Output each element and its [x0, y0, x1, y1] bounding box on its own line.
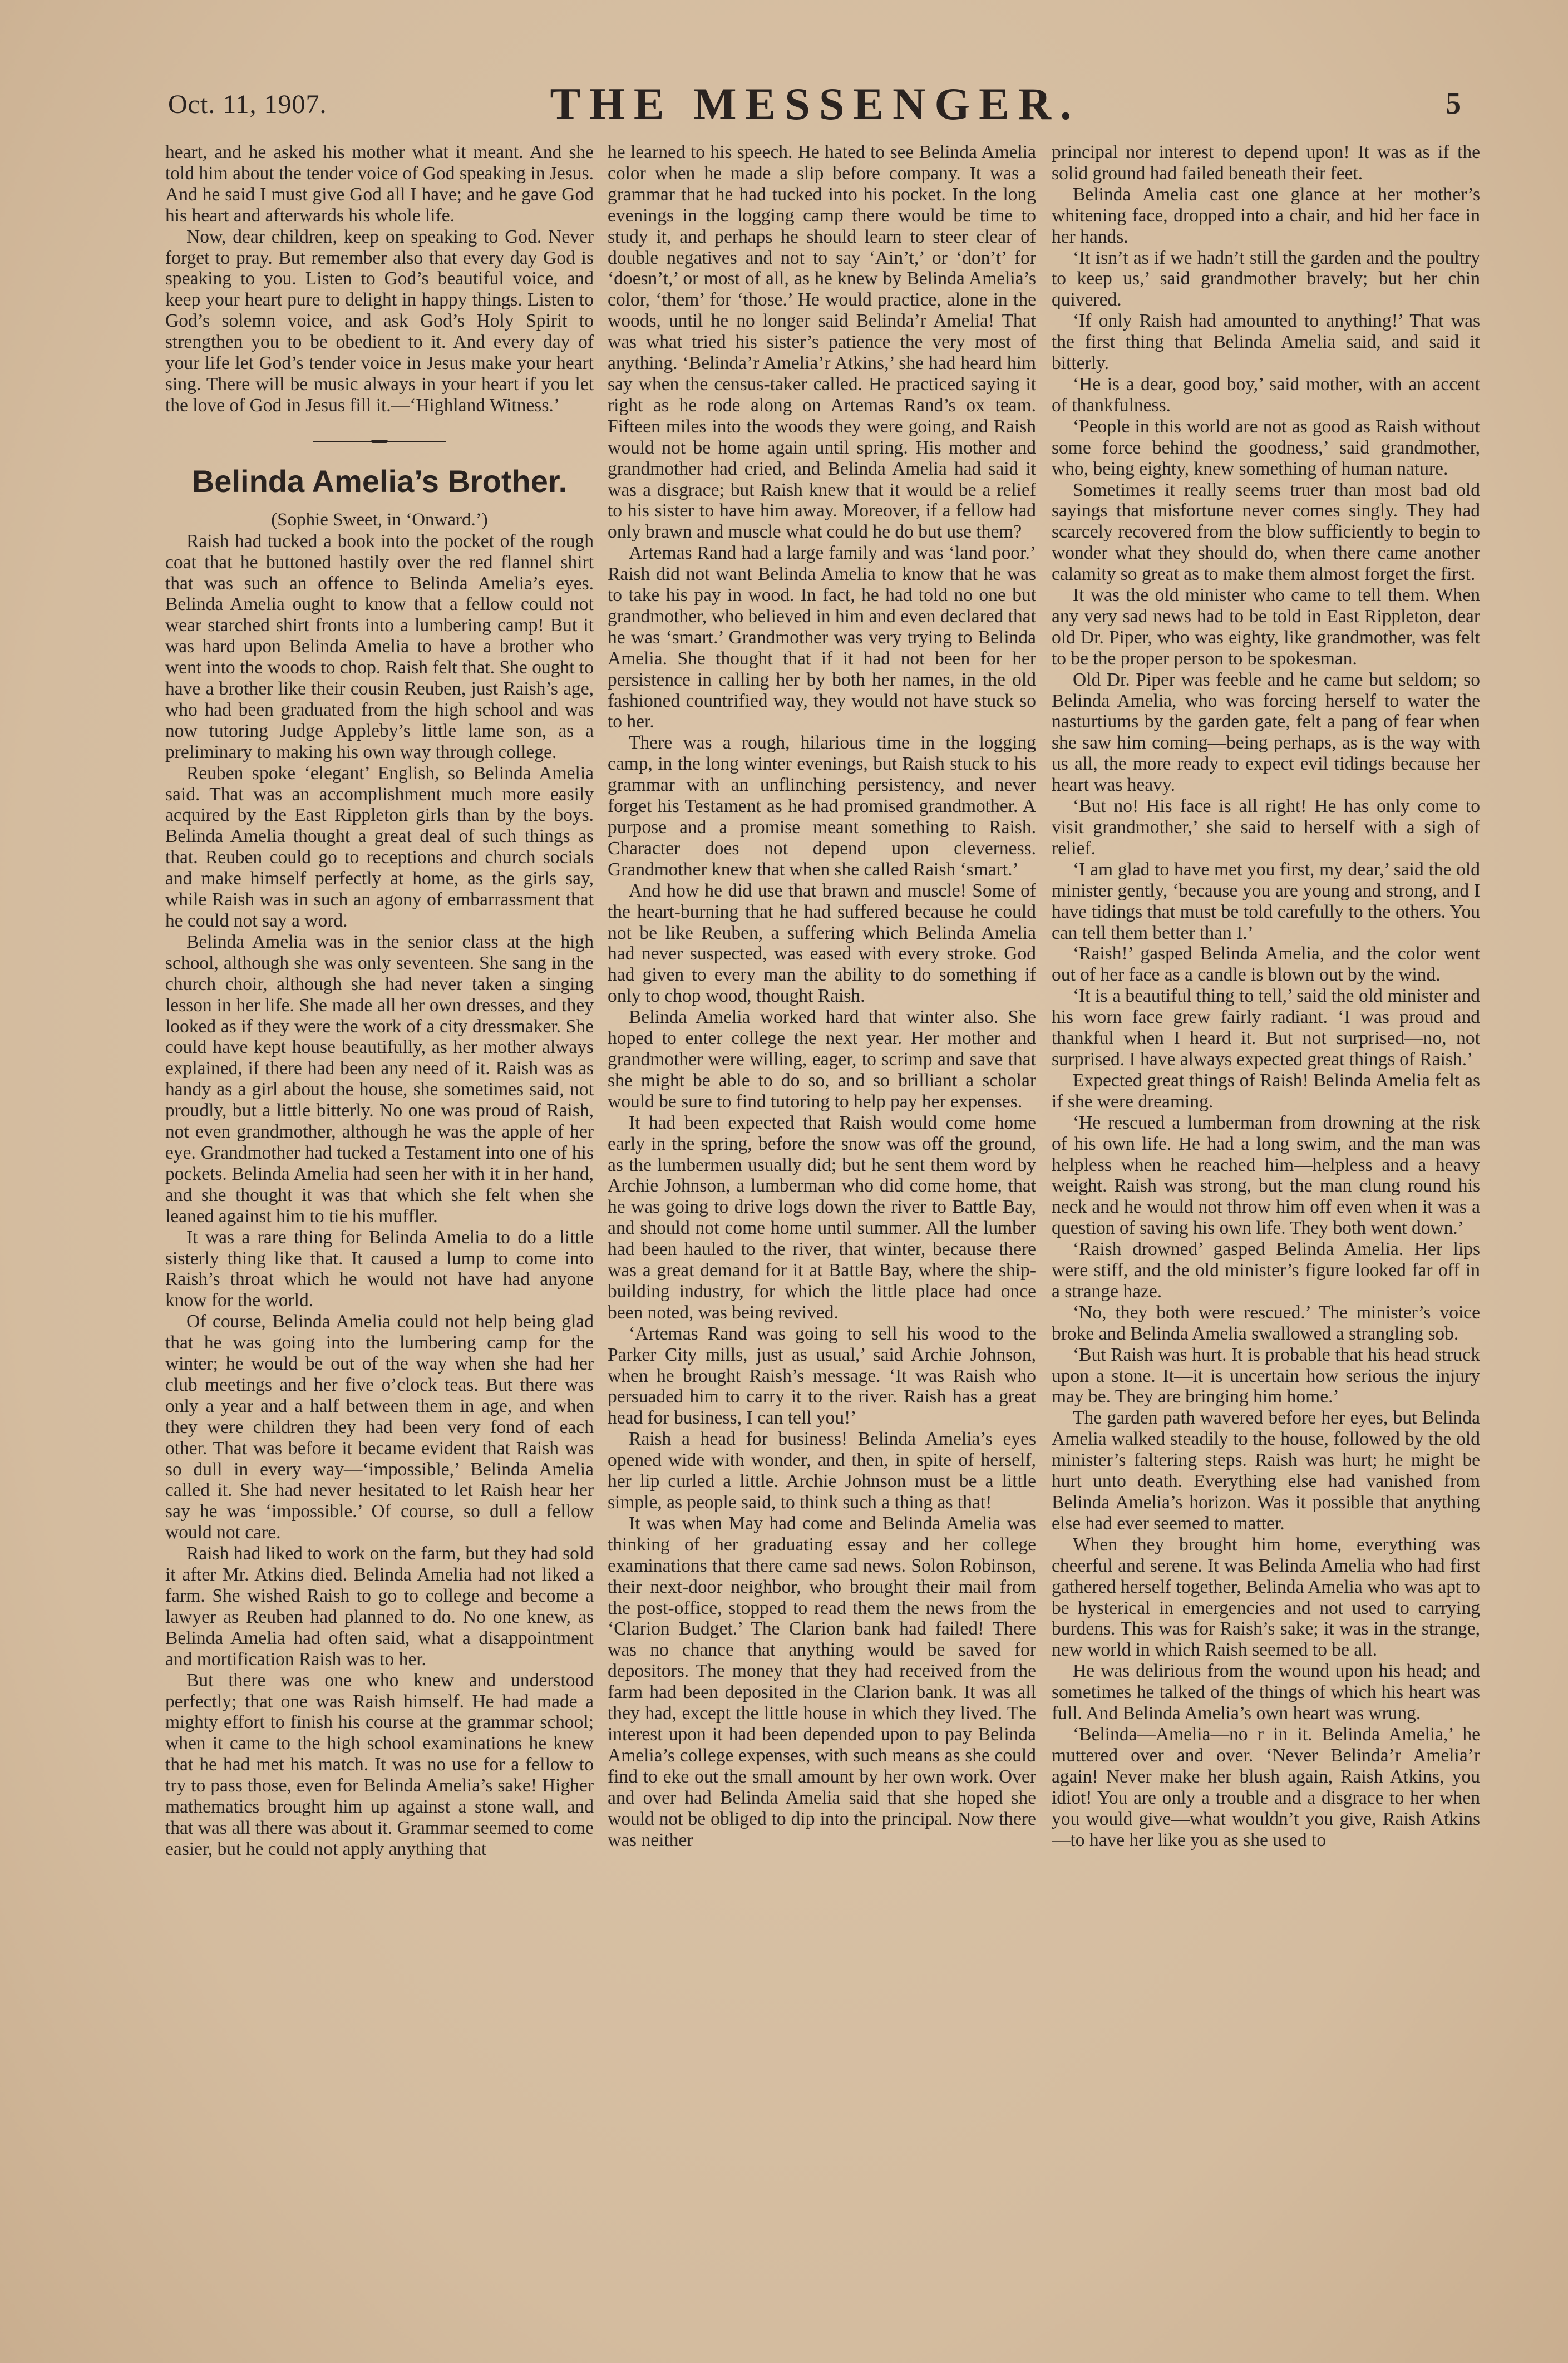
paragraph: Belinda Amelia was in the senior class at the high school, although she was only seventeen. She sang in the church choir, although she had never taken a singing lesson in her life. She made all her own dresses, and they looked as if they were the work of a city dressmaker. She could have kept house beautifully, as her mother always explained, if there had been any need of it. Raish was as handy as a girl about the house, she sometimes said, not proudly, but a little bitterly. No one was proud of Raish, not even grandmother, although he was the apple of her eye. Grandmother had tucked a Testament into one of his pockets. Belinda Amelia had seen her with it in her hand, and she thought it was that which she felt when she leaned against him to tie his muffler.	[165, 931, 594, 1227]
story-byline: (Sophie Sweet, in ‘Onward.’)	[271, 509, 488, 530]
paragraph: When they brought him home, everything was cheerful and serene. It was Belinda Amelia who had first gathered herself together, Belinda Amelia who was apt to be hysterical in emergencies and not used to carrying burdens. This was for Raish’s sake; it was in the strange, new world in which Raish seemed to be all.	[1052, 1534, 1480, 1661]
paragraph: But there was one who knew and understood perfectly; that one was Raish himself. He had made a mighty effort to finish his course at the grammar school; when it came to the high school examinations he knew that he had met his match. It was no use for a fellow to try to pass those, even for Belinda Amelia’s sake! Higher mathematics brought him up against a stone wall, and that was all there was about it. Grammar seemed to come easier, but he could not apply anything that	[165, 1670, 594, 1859]
paragraph: ‘But Raish was hurt. It is probable that his head struck upon a stone. It—it is uncertain how serious the injury may be. They are bringing him home.’	[1052, 1344, 1480, 1407]
paragraph: ‘I am glad to have met you first, my dear,’ said the old minister gently, ‘because you are young and strong, and I have tidings that must be told carefully to the others. You can tell them better than I.’	[1052, 859, 1480, 943]
paragraph: Old Dr. Piper was feeble and he came but seldom; so Belinda Amelia, who was forcing herself to water the nasturtiums by the garden gate, felt a pang of fear when she saw him coming—being perhaps, as is the way with us all, the more ready to expect evil tidings because her heart was heavy.	[1052, 669, 1480, 796]
paragraph: Artemas Rand had a large family and was ‘land poor.’ Raish did not want Belinda Amelia to know that he was to take his pay in wood. In fact, he had told no one but grandmother, who believed in him and even declared that he was ‘smart.’ Grandmother was very trying to Belinda Amelia. She thought that if it had not been for her persistence in calling her by both her names, in the old fashioned countrified way, they would not have stuck so to her.	[608, 543, 1036, 732]
paragraph: There was a rough, hilarious time in the logging camp, in the long winter evenings, but Raish stuck to his grammar with an unflinching persistency, and never forget his Testament as he had promised grandmother. A purpose and a promise meant something to Raish. Character does not depend upon cleverness. Grandmother knew that when she called Raish ‘smart.’	[608, 732, 1036, 880]
paragraph: And how he did use that brawn and muscle! Some of the heart-burning that he had suffered because he could not be like Reuben, a suffering which Belinda Amelia had never suspected, was eased with every stroke. God had given to every man the ability to do something if only to chop wood, thought Raish.	[608, 880, 1036, 1007]
column-2	[608, 142, 1036, 2329]
paragraph: heart, and he asked his mother what it meant. And she told him about the tender voice of God speaking in Jesus. And he said I must give God all I have; and he gave God his heart and afterwards his whole life.	[165, 142, 594, 226]
paragraph: ‘Raish drowned’ gasped Belinda Amelia. Her lips were stiff, and the old minister’s figure looked far off in a strange haze.	[1052, 1239, 1480, 1302]
paragraph: Now, dear children, keep on speaking to God. Never forget to pray. But remember also that every day God is speaking to you. Listen to God’s beautiful voice, and keep your heart pure to delight in happy things. Listen to God’s solemn voice, and ask God’s Holy Spirit to strengthen you to be obedient to it. And every day of your life let God’s tender voice in Jesus make your heart sing. There will be music always in your heart if you let the love of God in Jesus fill it.—‘Highland Witness.’	[165, 226, 594, 416]
newspaper-title: THE MESSENGER.	[550, 78, 1081, 129]
paragraph: Reuben spoke ‘elegant’ English, so Belinda Amelia said. That was an accomplishment much more easily acquired by the East Rippleton girls than by the boys. Belinda Amelia thought a great deal of such things as that. Reuben could go to receptions and church socials and make himself perfectly at home, as the girls say, while Raish was in such an agony of embarrassment that he could not say a word.	[165, 762, 594, 931]
paragraph: It was the old minister who came to tell them. When any very sad news had to be told in East Rippleton, dear old Dr. Piper, who was eighty, like grandmother, was felt to be the proper person to be spokesman.	[1052, 585, 1480, 669]
paragraph: Expected great things of Raish! Belinda Amelia felt as if she were dreaming.	[1052, 1070, 1480, 1112]
paragraph: ‘But no! His face is all right! He has only come to visit grandmother,’ she said to herself with a sigh of relief.	[1052, 796, 1480, 859]
paragraph: Raish a head for business! Belinda Amelia’s eyes opened wide with wonder, and then, in spite of herself, her lip curled a little. Archie Johnson must be a little simple, as people said, to think such a thing as that!	[608, 1429, 1036, 1513]
paragraph: ‘It is a beautiful thing to tell,’ said the old minister and his worn face grew fairly radiant. ‘I was proud and thankful when I heard it. But not surprised—no, not surprised. I have always expected great things of Raish.’	[1052, 986, 1480, 1070]
paragraph: ‘If only Raish had amounted to anything!’ That was the first thing that Belinda Amelia said, and said it bitterly.	[1052, 311, 1480, 374]
paragraph: principal nor interest to depend upon! It was as if the solid ground had failed beneath their feet.	[1052, 142, 1480, 184]
paragraph: ‘Belinda—Amelia—no r in it. Belinda Amelia,’ he muttered over and over. ‘Never Belinda’r Amelia’r again! Never make her blush again, Raish Atkins, you idiot! You are only a trouble and a disgrace to her when you would give—what wouldn’t you give, Raish Atkins—to have her like you as she used to	[1052, 1724, 1480, 1850]
column-3	[1052, 142, 1480, 2329]
paragraph: ‘People in this world are not as good as Raish without some force behind the goodness,’ said grandmother, who, being eighty, knew something of human nature.	[1052, 416, 1480, 479]
paragraph: ‘It isn’t as if we hadn’t still the garden and the poultry to keep us,’ said grandmother bravely; but her chin quivered.	[1052, 247, 1480, 311]
column-1	[165, 142, 594, 2329]
paragraph: Belinda Amelia worked hard that winter also. She hoped to enter college the next year. Her mother and grandmother were willing, eager, to scrimp and save that she might be able to do so, and so brilliant a scholar would be sure to find tutoring to help pay her expenses.	[608, 1007, 1036, 1112]
paragraph: He was delirious from the wound upon his head; and sometimes he talked of the things of which his heart was full. And Belinda Amelia’s own heart was wrung.	[1052, 1661, 1480, 1724]
paragraph: Belinda Amelia cast one glance at her mother’s whitening face, dropped into a chair, and hid her face in her hands.	[1052, 184, 1480, 247]
paragraph: Sometimes it really seems truer than most bad old sayings that misfortune never comes singly. They had scarcely recovered from the blow sufficiently to begin to wonder what they should do, when there came another calamity so great as to make them almost forget the first.	[1052, 479, 1480, 585]
paragraph: Raish had tucked a book into the pocket of the rough coat that he buttoned hastily over the red flannel shirt that was such an offence to Belinda Amelia’s eyes. Belinda Amelia ought to know that a fellow could not wear starched shirt fronts into a lumbering camp! But it was hard upon Belinda Amelia to have a brother who went into the woods to chop. Raish felt that. She ought to have a brother like their cousin Reuben, just Raish’s age, who had been graduated from the high school and was now tutoring Judge Appleby’s little lame son, as a preliminary to making his own way through college.	[165, 530, 594, 762]
paragraph: ‘No, they both were rescued.’ The minister’s voice broke and Belinda Amelia swallowed a strangling sob.	[1052, 1302, 1480, 1344]
paragraph: ‘Artemas Rand was going to sell his wood to the Parker City mills, just as usual,’ said Archie Johnson, when he brought Raish’s message. ‘It was Raish who persuaded him to carry it to the river. Raish has a great head for business, I can tell you!’	[608, 1323, 1036, 1429]
paragraph: ‘He rescued a lumberman from drowning at the risk of his own life. He had a long swim, and the man was helpless when he reached him—helpless and a heavy weight. Raish was strong, but the man clung round his neck and he would not throw him off even when it was a question of saving his own life. They both went down.’	[1052, 1112, 1480, 1239]
story-title: Belinda Amelia’s Brother.	[191, 463, 568, 499]
paragraph: It was when May had come and Belinda Amelia was thinking of her graduating essay and her college examinations that there came sad news. Solon Robinson, their next-door neighbor, who brought their mail from the post-office, stopped to read them the news from the ‘Clarion Budget.’ The Clarion bank had failed! There was no chance that anything would be saved for depositors. The money that they had received from the farm had been deposited in the Clarion bank. It was all they had, except the little house in which they lived. The interest upon it had been depended upon to pay Belinda Amelia’s college expenses, with such means as she could find to eke out the small amount by her own work. Over and over had Belinda Amelia said that she hoped she would not be obliged to dip into the principal. Now there was neither	[608, 1513, 1036, 1850]
paragraph: It was a rare thing for Belinda Amelia to do a little sisterly thing like that. It caused a lump to come into Raish’s throat which he would not have had anyone know for the world.	[165, 1227, 594, 1311]
paragraph: ‘Raish!’ gasped Belinda Amelia, and the color went out of her face as a candle is blown out by the wind.	[1052, 943, 1480, 986]
paragraph: The garden path wavered before her eyes, but Belinda Amelia walked steadily to the house, followed by the old minister’s faltering steps. Raish was hurt; he might be hurt unto death. Everything else had vanished from Belinda Amelia’s horizon. Was it possible that anything else had ever seemed to matter.	[1052, 1407, 1480, 1534]
section-divider	[313, 440, 446, 443]
paragraph: ‘He is a dear, good boy,’ said mother, with an accent of thankfulness.	[1052, 373, 1480, 416]
page-header	[161, 78, 1469, 128]
page-number: 5	[1446, 86, 1461, 121]
paragraph: Of course, Belinda Amelia could not help being glad that he was going into the lumbering camp for the winter; he would be out of the way when she had her club meetings and her five o’clock teas. But there was only a year and a half between them in age, and when they were children they had been very fond of each other. That was before it became evident that Raish was so dull in every way—‘impossible,’ Belinda Amelia called it. She had never hesitated to let Raish hear her say he was ‘impossible.’ Of course, so dull a fellow would not care.	[165, 1311, 594, 1543]
paragraph: It had been expected that Raish would come home early in the spring, before the snow was off the ground, as the lumbermen usually did; but he sent them word by Archie Johnson, a lumberman who did come home, that he was going to drive logs down the river to Battle Bay, and should not come home until summer. All the lumber had been hauled to the river, that winter, because there was a great demand for it at Battle Bay, where the ship-building industry, for which the little place had once been noted, was being revived.	[608, 1112, 1036, 1323]
paragraph: Raish had liked to work on the farm, but they had sold it after Mr. Atkins died. Belinda Amelia had not liked a farm. She wished Raish to go to college and become a lawyer as Reuben had planned to do. No one knew, as Belinda Amelia had often said, what a disappointment and mortification Raish was to her.	[165, 1543, 594, 1670]
paragraph: he learned to his speech. He hated to see Belinda Amelia color when he made a slip before company. It was a grammar that he had tucked into his pocket. In the long evenings in the logging camp there would be time to study it, and perhaps he should learn to steer clear of double negatives and not to say ‘Ain’t,’ or ‘don’t’ for ‘doesn’t,’ or most of all, as he knew by Belinda Amelia’s color, ‘them’ for ‘those.’ He would practice, alone in the woods, until he no longer said Belinda’r Amelia! That was what tried his sister’s patience the very most of anything. ‘Belinda’r Amelia’r Atkins,’ she had heard him say when the census-taker called. He practiced saying it right as he rode along on Artemas Rand’s ox team. Fifteen miles into the woods they were going, and Raish would not be home again until spring. His mother and grandmother had cried, and Belinda Amelia had said it was a disgrace; but Raish knew that it would be a relief to his sister to have him away. Moreover, if a fellow had only brawn and muscle what could he do but use them?	[608, 142, 1036, 543]
issue-date: Oct. 11, 1907.	[168, 90, 327, 119]
